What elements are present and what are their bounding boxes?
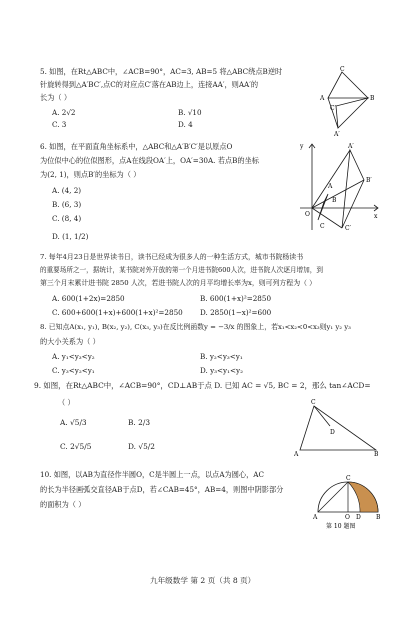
q5-label-c: C [340, 66, 345, 73]
q10-label-d: D [356, 514, 361, 521]
q6-ray-oa [312, 150, 350, 208]
q9-option-b[interactable]: B. 2/3 [128, 418, 151, 427]
q10-line-3: 的面积为（ ） [40, 500, 86, 509]
q7-option-d[interactable]: D. 2850(1−x)²=600 [200, 308, 272, 317]
q5-option-c[interactable]: C. 3 [52, 120, 67, 129]
q9-label-d: D [330, 429, 335, 436]
q5-label-a: A [320, 95, 325, 102]
q10-figure-caption: 第 10 题图 [326, 523, 356, 530]
q6-line-2: 为位似中心的位似图形，点A在线段OA′上，OA′=30A. 若点B的坐标 [40, 156, 259, 165]
q6-label-a-prime: A′ [348, 143, 354, 150]
q6-option-d[interactable]: D. (1, 1/2) [52, 232, 89, 241]
q9-option-c[interactable]: C. 2√5/5 [60, 442, 92, 451]
q6-label-b: B [332, 197, 337, 204]
q8-line-2: 的大小关系为（ ） [40, 337, 100, 346]
q9-line-2: （ ） [58, 398, 75, 407]
q10-label-b: B [376, 514, 381, 521]
q8-line-1: 8. 已知点A(x₁, y₁), B(x₂, y₂), C(x₃, y₃)在反比例函数y = −3/x 的图象上，若x₁<x₂<0<x₃则y₁ y₂ y₃ [40, 323, 351, 331]
q6-ray-oc [312, 208, 342, 228]
q10-label-c: C [346, 475, 351, 482]
q9-option-d[interactable]: D. √5/2 [128, 442, 155, 451]
q6-ray-ob [312, 180, 364, 208]
q7-option-b[interactable]: B. 600(1+x)²=2850 [200, 294, 272, 303]
q6-coordinate-figure [298, 140, 382, 232]
q5-label-a-prime: A′ [334, 131, 340, 136]
q5-label-c-prime: C′ [330, 105, 336, 112]
q9-label-c: C [311, 399, 316, 406]
q9-triangle-abc [300, 406, 376, 450]
q9-label-a: A [294, 451, 299, 458]
q8-option-c[interactable]: C. y₃<y₂<y₁ [52, 366, 95, 375]
q6-label-b-prime: B′ [366, 177, 372, 184]
q10-semicircle-figure [312, 468, 384, 530]
q5-line-3: 长为（ ） [40, 93, 72, 102]
q7-option-a[interactable]: A. 600(1+2x)=2850 [52, 294, 125, 303]
q9-label-b: B [374, 451, 379, 458]
page-footer: 九年级数学 第 2 页（共 8 页） [150, 576, 256, 585]
q6-triangle-small [318, 194, 328, 220]
q7-line-1: 7. 每年4月23日是世界读书日，读书已经成为很多人的一种生活方式，城市书院杨读书 [40, 253, 304, 261]
q7-option-c[interactable]: C. 600+600(1+x)+600(1+x)²=2850 [52, 308, 183, 317]
q5-line-1: 5. 如图，在Rt△ABC中，∠ACB=90°，AC=3, AB=5 将△ABC绕点B逆时 [40, 67, 283, 76]
q6-label-y: y [300, 143, 304, 150]
q6-label-c-prime: C′ [345, 225, 351, 232]
q6-label-x: x [374, 213, 378, 220]
q6-line-1: 6. 如图，在平面直角坐标系中，△ABC和△A′B′C′是以原点O [40, 142, 233, 151]
q5-triangle-rotated [336, 98, 368, 128]
q10-label-a: A [313, 514, 318, 521]
q5-option-b[interactable]: B. √10 [178, 108, 202, 117]
q6-triangle-big [342, 150, 364, 228]
q6-line-3: 为(2, 1)，则点B′的坐标为（ ） [40, 170, 141, 179]
q6-label-c: C [320, 223, 325, 230]
q10-segment-ac [318, 482, 348, 512]
q9-triangle-figure [294, 398, 380, 458]
q10-label-o: O [345, 514, 350, 521]
q9-option-a[interactable]: A. √5/3 [60, 418, 87, 427]
q5-option-d[interactable]: D. 4 [178, 120, 193, 129]
q9-line-1: 9. 如图，在Rt△ABC中，∠ACB=90°，CD⊥AB于点 D. 已知 AC = √5, BC = 2，那么 tan∠ACD= [34, 381, 371, 390]
q8-option-d[interactable]: D. y₃<y₁<y₂ [200, 366, 243, 375]
q7-line-3: 第三个月末累计进书院 2850 人次，若进书院人次的月平均增长率为x，则可列方程为（ ） [40, 279, 317, 287]
q10-line-2: 的长为半径画弧交直径AB于点D，若∠CAB=45°，AB=4，则图中阴影部分 [40, 485, 284, 494]
q5-line-2: 针旋转得到△A′BC′,点C的对应点C′落在AB边上，连接AA′，则AA′的 [40, 80, 259, 89]
q7-line-2: 的重要场所之一，据统计，某书院对外开放的第一个月进书院600人次，进书院人次逐月增加，到 [40, 266, 323, 274]
q5-label-b: B [370, 95, 375, 102]
q10-shaded-region [348, 482, 378, 512]
q9-segment-ad-guide [300, 426, 330, 450]
q6-option-a[interactable]: A. (4, 2) [52, 186, 82, 195]
q6-option-c[interactable]: C. (8, 4) [52, 214, 82, 223]
q8-option-a[interactable]: A. y₁<y₃<y₂ [52, 352, 95, 361]
q5-triangle-abc [328, 72, 368, 98]
q5-option-a[interactable]: A. 2√2 [52, 108, 76, 117]
q8-option-b[interactable]: B. y₂<y₃<y₁ [200, 352, 243, 361]
q6-option-b[interactable]: B. (6, 3) [52, 200, 82, 209]
q6-label-a: A [328, 183, 333, 190]
q5-triangle-figure [318, 66, 378, 136]
q6-label-o: O [305, 211, 310, 218]
q10-line-1: 10. 如图，以AB为直径作半圆O，C是半圆上一点，以点A为圆心，AC [40, 470, 264, 479]
